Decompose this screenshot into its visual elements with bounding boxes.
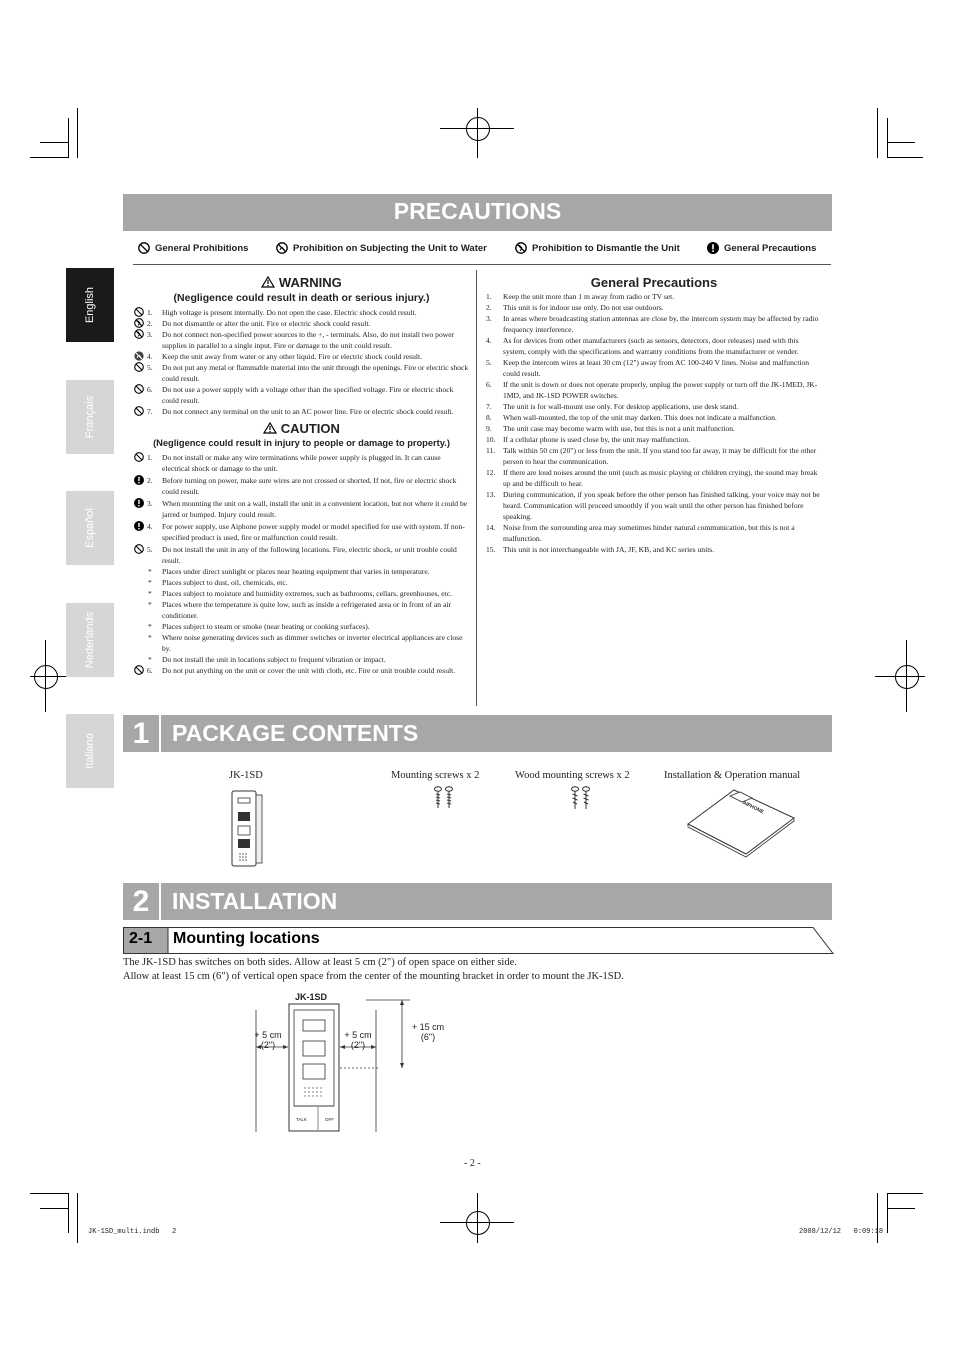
subsection-title: Mounting locations <box>173 930 320 947</box>
installation-title: INSTALLATION <box>172 888 338 914</box>
item-number: 10. <box>486 435 496 444</box>
item-number: 15. <box>486 545 496 554</box>
item-text: Do not install the unit in any of the following locations. Fire, electric shock, or unit trouble could result. <box>162 545 457 565</box>
symbol-legend <box>133 242 831 260</box>
item-number: 6. <box>147 666 153 675</box>
tab-espanol[interactable]: Español <box>66 491 114 565</box>
item-number: 6. <box>486 380 492 389</box>
item-text: The unit is for wall-mount use only. For desktop applications, use desk stand. <box>503 402 739 411</box>
sub-list-item: * Places under direct sunlight or places near heating equipment that varies in temperature. <box>148 567 430 576</box>
warning-caution-column <box>134 275 469 676</box>
subsection-heading <box>123 927 835 954</box>
item-number: 1. <box>147 453 153 462</box>
item-number: 2. <box>147 319 153 328</box>
prohibition-icon <box>134 544 144 554</box>
exclamation-icon <box>134 498 144 508</box>
prohibition-icon <box>134 307 144 317</box>
item-text: For power supply, use Aiphone power supply model or model specified for use with system. If non-specified product is used, fire or malfunction could result. <box>162 522 465 542</box>
item-number: 5. <box>486 358 492 367</box>
caution-subheading: (Negligence could result in injury to people or damage to property.) <box>153 438 450 448</box>
item-text: This unit is not interchangeable with JA, JF, KB, and KC series units. <box>503 545 715 554</box>
item-text: If there are loud noises around the unit (such as music playing or children crying), the sound may break up and be difficult to hear. <box>503 468 818 488</box>
prohibition-icon <box>134 665 144 675</box>
list-item <box>486 291 822 302</box>
item-text: Do not install the unit in locations subject to frequent vibration or impact. <box>162 655 386 664</box>
legend-no-water: Prohibition on Subjecting the Unit to Water <box>276 242 487 254</box>
item-text: Do not use a power supply with a voltage other than the specified voltage. Fire or electric shock could result. <box>162 385 454 405</box>
list-item <box>486 412 822 423</box>
item-text: Noise from the surrounding area may sometimes hinder natural communication, but this is not a malfunction. <box>503 523 795 543</box>
sub-list-item: * Do not install the unit in locations subject to frequent vibration or impact. <box>148 655 386 664</box>
no-water-icon <box>134 351 144 361</box>
prohibition-icon <box>134 452 144 462</box>
list-item <box>486 544 822 555</box>
exclamation-icon <box>134 475 144 485</box>
item-text: This unit is for indoor use only. Do not use outdoors. <box>503 303 664 312</box>
package-item-label: Mounting screws x 2 <box>391 770 480 781</box>
general-list <box>486 291 822 555</box>
list-item <box>134 665 469 676</box>
list-item <box>134 351 469 362</box>
package-item-label: JK-1SD <box>229 770 263 781</box>
prohibition-icon <box>138 242 150 254</box>
warning-triangle-icon <box>261 275 279 290</box>
item-number: 7. <box>486 402 492 411</box>
warning-heading: WARNING <box>134 275 469 291</box>
list-item <box>486 467 822 489</box>
no-dismantle-icon <box>134 329 144 339</box>
package-item-label: Installation & Operation manual <box>664 770 801 781</box>
item-number: 7. <box>147 407 153 416</box>
list-item <box>134 498 469 520</box>
legend-no-dismantle: Prohibition to Dismantle the Unit <box>515 242 680 254</box>
warning-subheading: (Negligence could result in death or serious injury.) <box>173 292 430 304</box>
list-item <box>134 521 469 543</box>
installation-header <box>123 883 832 920</box>
diagram-top-label: + 15 cm (6") <box>411 1022 445 1042</box>
tab-english[interactable]: English <box>66 268 114 342</box>
list-item <box>486 302 822 313</box>
sub-list-item: * Where noise generating devices such as dimmer switches or inverter electrical appliances are close by. <box>148 633 463 653</box>
list-item <box>486 379 822 401</box>
item-text: Do not dismantle or alter the unit. Fire or electric shock could result. <box>162 319 371 328</box>
item-number: 1. <box>486 292 492 301</box>
wood-screws-illustration <box>569 786 593 815</box>
item-number: 4. <box>147 522 153 531</box>
item-number: 4. <box>147 352 153 361</box>
item-text: Do not install or make any wire terminations while power supply is plugged in. It can cause electrical shock or damage to the unit. <box>162 453 441 473</box>
item-number: 2. <box>147 476 153 485</box>
item-text: If a cellular phone is used close by, the unit may malfunction. <box>503 435 690 444</box>
list-item <box>486 401 822 412</box>
list-item <box>486 489 822 522</box>
item-number: 5. <box>147 545 153 554</box>
legend-general-precautions: General Precautions <box>707 242 816 254</box>
exclamation-icon <box>134 521 144 531</box>
mounting-screws-illustration <box>432 786 456 815</box>
item-text: Do not connect non-specified power sources to the +, - terminals. Also, do not install two power supplies in parallel to a single input. Fire or damage to the unit could result. <box>162 330 455 350</box>
legend-general-prohibitions: General Prohibitions <box>138 242 248 254</box>
sub-list-item: * Places subject to moisture and humidity extremes, such as bathrooms, cellars, greenhouses, etc. <box>148 589 452 598</box>
jk1sd-unit-illustration <box>230 790 266 873</box>
list-item <box>486 423 822 434</box>
footer-timestamp: 2008/12/12 0:09:18 <box>799 1228 884 1236</box>
sub-list-item: * Places subject to steam or smoke (near heating or cooking surfaces). <box>148 622 370 631</box>
package-contents-header <box>123 715 832 752</box>
item-text: Do not put anything on the unit or cover the unit with cloth, etc. Fire or unit trouble could result. <box>162 666 456 675</box>
item-number: 5. <box>147 363 153 372</box>
list-item <box>134 452 469 474</box>
no-dismantle-icon <box>134 318 144 328</box>
item-text: Places under direct sunlight or places near heating equipment that varies in temperature. <box>162 567 430 576</box>
list-item <box>486 313 822 335</box>
list-item <box>486 445 822 467</box>
list-item <box>134 329 469 351</box>
prohibition-icon <box>134 406 144 416</box>
item-text: Keep the unit away from water or any other liquid. Fire or electric shock could result. <box>162 352 423 361</box>
item-number: 14. <box>486 523 496 532</box>
list-item <box>134 475 469 497</box>
item-text: If the unit is down or does not operate properly, unplug the power supply or turn off the JK-1MED, JK-1MD, and JK-1SD POWER switches. <box>503 380 818 400</box>
list-item <box>134 406 469 417</box>
item-text: Do not connect any terminal on the unit to an AC power line. Fire or electric shock could result. <box>162 407 454 416</box>
item-text: Before turning on power, make sure wires are not crossed or shorted. If not, fire or electric shock could result. <box>162 476 457 496</box>
item-text: During communication, if you speak before the other person has finished talking, your voice may not be heard. Communication will proceed smoothly if you wait until the other person has finished before speaking. <box>503 490 820 521</box>
item-text: Keep the intercom wires at least 30 cm (12") away from AC 100-240 V lines. Noise and malfunction could result. <box>503 358 810 378</box>
section-number: 1 <box>123 715 161 752</box>
item-text: Places where the temperature is quite low, such as inside a refrigerated area or in front of an air conditioner. <box>162 600 452 620</box>
caution-heading: CAUTION <box>134 421 469 437</box>
caution-triangle-icon <box>263 421 281 436</box>
warning-list <box>134 307 469 417</box>
sub-list-item: * Places subject to dust, oil, chemicals, etc. <box>148 578 288 587</box>
list-item <box>134 318 469 329</box>
manual-brand-label: AIPHONE <box>741 800 765 816</box>
subsection-number: 2-1 <box>129 930 153 947</box>
package-contents-title: PACKAGE CONTENTS <box>172 720 419 746</box>
mounting-diagram <box>250 990 460 1135</box>
prohibition-icon <box>134 384 144 394</box>
list-item <box>486 335 822 357</box>
page-number: - 2 - <box>464 1158 481 1169</box>
item-text: The unit case may become warm with use, but this is not a unit malfunction. <box>503 424 735 433</box>
list-item <box>486 434 822 445</box>
installation-paragraph: The JK-1SD has switches on both sides. Allow at least 5 cm (2") of open space on either side. <box>123 957 517 968</box>
item-number: 3. <box>147 330 153 339</box>
package-item-label: Wood mounting screws x 2 <box>515 770 630 781</box>
item-number: 8. <box>486 413 492 422</box>
diagram-off-label: OFF <box>325 1117 334 1122</box>
item-number: 3. <box>147 499 153 508</box>
item-text: When wall-mounted, the top of the unit may darken. This does not indicate a malfunction. <box>503 413 777 422</box>
item-number: 11. <box>486 446 496 455</box>
item-text: Do not put any metal or flammable material into the unit through the openings. Fire or electric shock could result. <box>162 363 469 383</box>
list-item <box>486 522 822 544</box>
general-precautions-column <box>486 275 822 555</box>
manual-illustration <box>686 786 796 863</box>
item-number: 3. <box>486 314 492 323</box>
item-text: Places subject to steam or smoke (near heating or cooking surfaces). <box>162 622 370 631</box>
item-number: 13. <box>486 490 496 499</box>
footer-filename: JK-1SD_multi.indb 2 <box>88 1228 177 1236</box>
no-water-icon <box>276 242 288 254</box>
sub-list-item: * Places where the temperature is quite low, such as inside a refrigerated area or in front of an air conditioner. <box>148 600 452 620</box>
item-text: Keep the unit more than 1 m away from radio or TV set. <box>503 292 675 301</box>
list-item <box>134 384 469 406</box>
item-number: 4. <box>486 336 492 345</box>
no-dismantle-icon <box>515 242 527 254</box>
list-item <box>134 362 469 384</box>
prohibition-icon <box>134 362 144 372</box>
diagram-left-label: + 5 cm (2") <box>254 1030 282 1050</box>
precautions-title: PRECAUTIONS <box>393 198 562 224</box>
item-number: 1. <box>147 308 153 317</box>
diagram-talk-label: TALK <box>296 1117 307 1122</box>
exclamation-icon <box>707 242 719 254</box>
item-text: Places subject to dust, oil, chemicals, etc. <box>162 578 288 587</box>
item-number: 9. <box>486 424 492 433</box>
caution-list <box>134 452 469 676</box>
item-number: 12. <box>486 468 496 477</box>
diagram-unit-label: JK-1SD <box>295 992 328 1002</box>
list-item <box>134 544 469 566</box>
item-text: Where noise generating devices such as dimmer switches or inverter electrical appliances are close by. <box>162 633 463 653</box>
general-precautions-heading: General Precautions <box>590 275 718 290</box>
item-number: 2. <box>486 303 492 312</box>
list-item <box>486 357 822 379</box>
item-text: In areas where broadcasting station antennas are close by, the intercom system may be affected by radio frequency interference. <box>503 314 819 334</box>
tab-italiano[interactable]: Italiano <box>66 714 114 788</box>
installation-paragraph: Allow at least 15 cm (6") of vertical open space from the center of the mounting bracket in order to mount the JK-1SD. <box>123 971 624 982</box>
item-text: When mounting the unit on a wall, install the unit in a convenient location, but not where it could be jarred or bumped. Injury could result. <box>162 499 468 519</box>
section-number: 2 <box>123 883 161 920</box>
item-text: As for devices from other manufacturers (such as sensors, detectors, door releases) used with this system, comply with the specifications and warranty conditions from the manufacturer or vender. <box>503 336 799 356</box>
tab-francais[interactable]: Français <box>66 380 114 454</box>
list-item <box>134 307 469 318</box>
tab-nederlands[interactable]: Nederlands <box>66 603 114 677</box>
item-text: Talk within 50 cm (20") or less from the unit. If you stand too far away, it may be difficult for the other person to hear the communication. <box>503 446 817 466</box>
diagram-right-label: + 5 cm (2") <box>344 1030 372 1050</box>
item-text: High voltage is present internally. Do not open the case. Electric shock could result. <box>162 308 417 317</box>
precautions-header <box>123 194 832 231</box>
item-text: Places subject to moisture and humidity extremes, such as bathrooms, cellars, greenhouses, etc. <box>162 589 452 598</box>
item-number: 6. <box>147 385 153 394</box>
